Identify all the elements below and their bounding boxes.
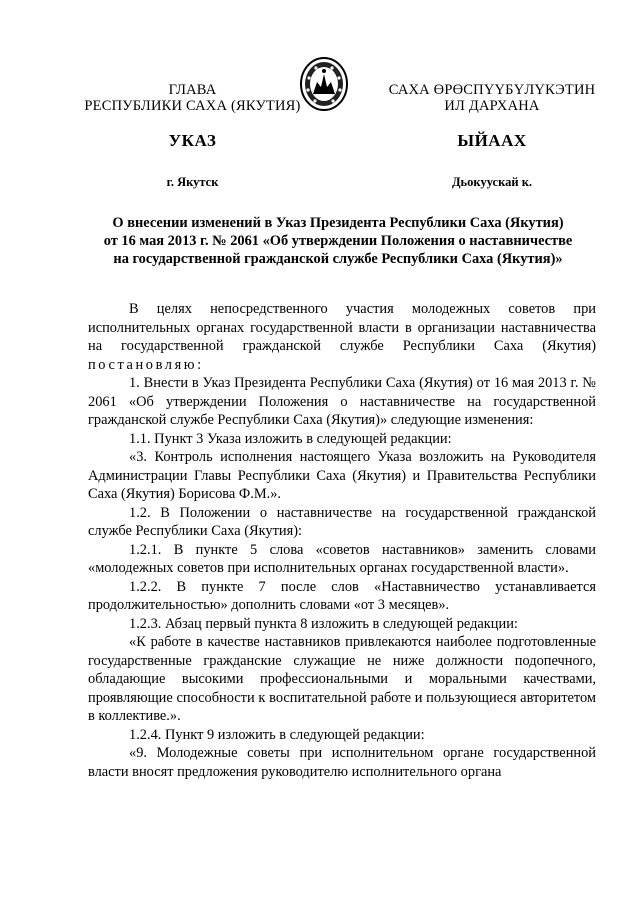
issuer-ru (80, 82, 305, 114)
doc-type-sakha: ЫЙААХ (457, 131, 527, 150)
issuer-sakha (372, 82, 612, 114)
issuer-ru-line2: РЕСПУБЛИКИ САХА (ЯКУТИЯ) (84, 98, 301, 114)
document-title (82, 214, 594, 268)
city-sakha: Дьокуускай к. (451, 175, 533, 189)
issuer-ru-line1: ГЛАВА (168, 82, 217, 98)
paragraph-1-2-4-quote: «9. Молодежные советы при исполнительном органе государственной власти вносят предложения руководителю исполнительного органа (88, 745, 596, 780)
paragraph-1-1-quote: «3. Контроль исполнения настоящего Указа возложить на Руководителя Администрации Главы Республики Саха (Якутия) и Правительства Республики Саха (Якутия) Борисова Ф.М.». (88, 449, 596, 502)
paragraph-1-2-2: 1.2.2. В пункте 7 после слов «Наставничество устанавливается продолжительностью» дополнить словами «от 3 месяцев». (88, 578, 596, 613)
issuer-sakha-line1: САХА ӨРӨСПҮҮБҮЛҮКЭТИН (388, 82, 596, 98)
preamble-paragraph (88, 300, 596, 374)
paragraph-1-1: 1.1. Пункт 3 Указа изложить в следующей редакции: (129, 430, 452, 447)
paragraph-1-2-1: 1.2.1. В пункте 5 слова «советов наставников» заменить словами «молодежных советов при исполнительных органах государственной власти». (88, 541, 596, 576)
paragraph-1-2-3-quote: «К работе в качестве наставников привлекаются наиболее подготовленные государственные гражданские служащие не ниже должности подопечного, обладающие высокими профессиональными и моральными качествами, проявляющие способности к воспитательной работе и пользующиеся авторитетом в коллективе.». (88, 634, 596, 724)
sakha-coat-of-arms-icon (299, 56, 349, 112)
paragraph-1-2: 1.2. В Положении о наставничестве на государственной гражданской службе Республики Саха (Якутия): (88, 504, 596, 539)
document-title-line1: О внесении изменений в Указ Президента Республики Саха (Якутия) (112, 215, 564, 231)
document-body (88, 300, 596, 781)
document-title-line3: на государственной гражданской службе Республики Саха (Якутия)» (113, 251, 563, 267)
paragraph-1: 1. Внести в Указ Президента Республики Саха (Якутия) от 16 мая 2013 г. № 2061 «Об утверждении Положения о наставничестве на государственной гражданской службе Республики Саха (Якутия)» следующие изменения: (88, 375, 596, 428)
city-ru: г. Якутск (166, 175, 219, 189)
document-title-line2: от 16 мая 2013 г. № 2061 «Об утверждении Положения о наставничестве (103, 233, 573, 249)
decree-word: постановляю: (88, 356, 204, 373)
preamble-text: В целях непосредственного участия молодежных советов при исполнительных органах государственной власти в организации наставничества на государственной гражданской службе Республики Саха (Якутия) (88, 301, 596, 354)
issuer-sakha-line2: ИЛ ДАРХАНА (444, 98, 540, 114)
paragraph-1-2-3: 1.2.3. Абзац первый пункта 8 изложить в следующей редакции: (129, 615, 518, 632)
doc-type-ru: УКАЗ (168, 131, 217, 150)
paragraph-1-2-4: 1.2.4. Пункт 9 изложить в следующей редакции: (129, 726, 425, 743)
